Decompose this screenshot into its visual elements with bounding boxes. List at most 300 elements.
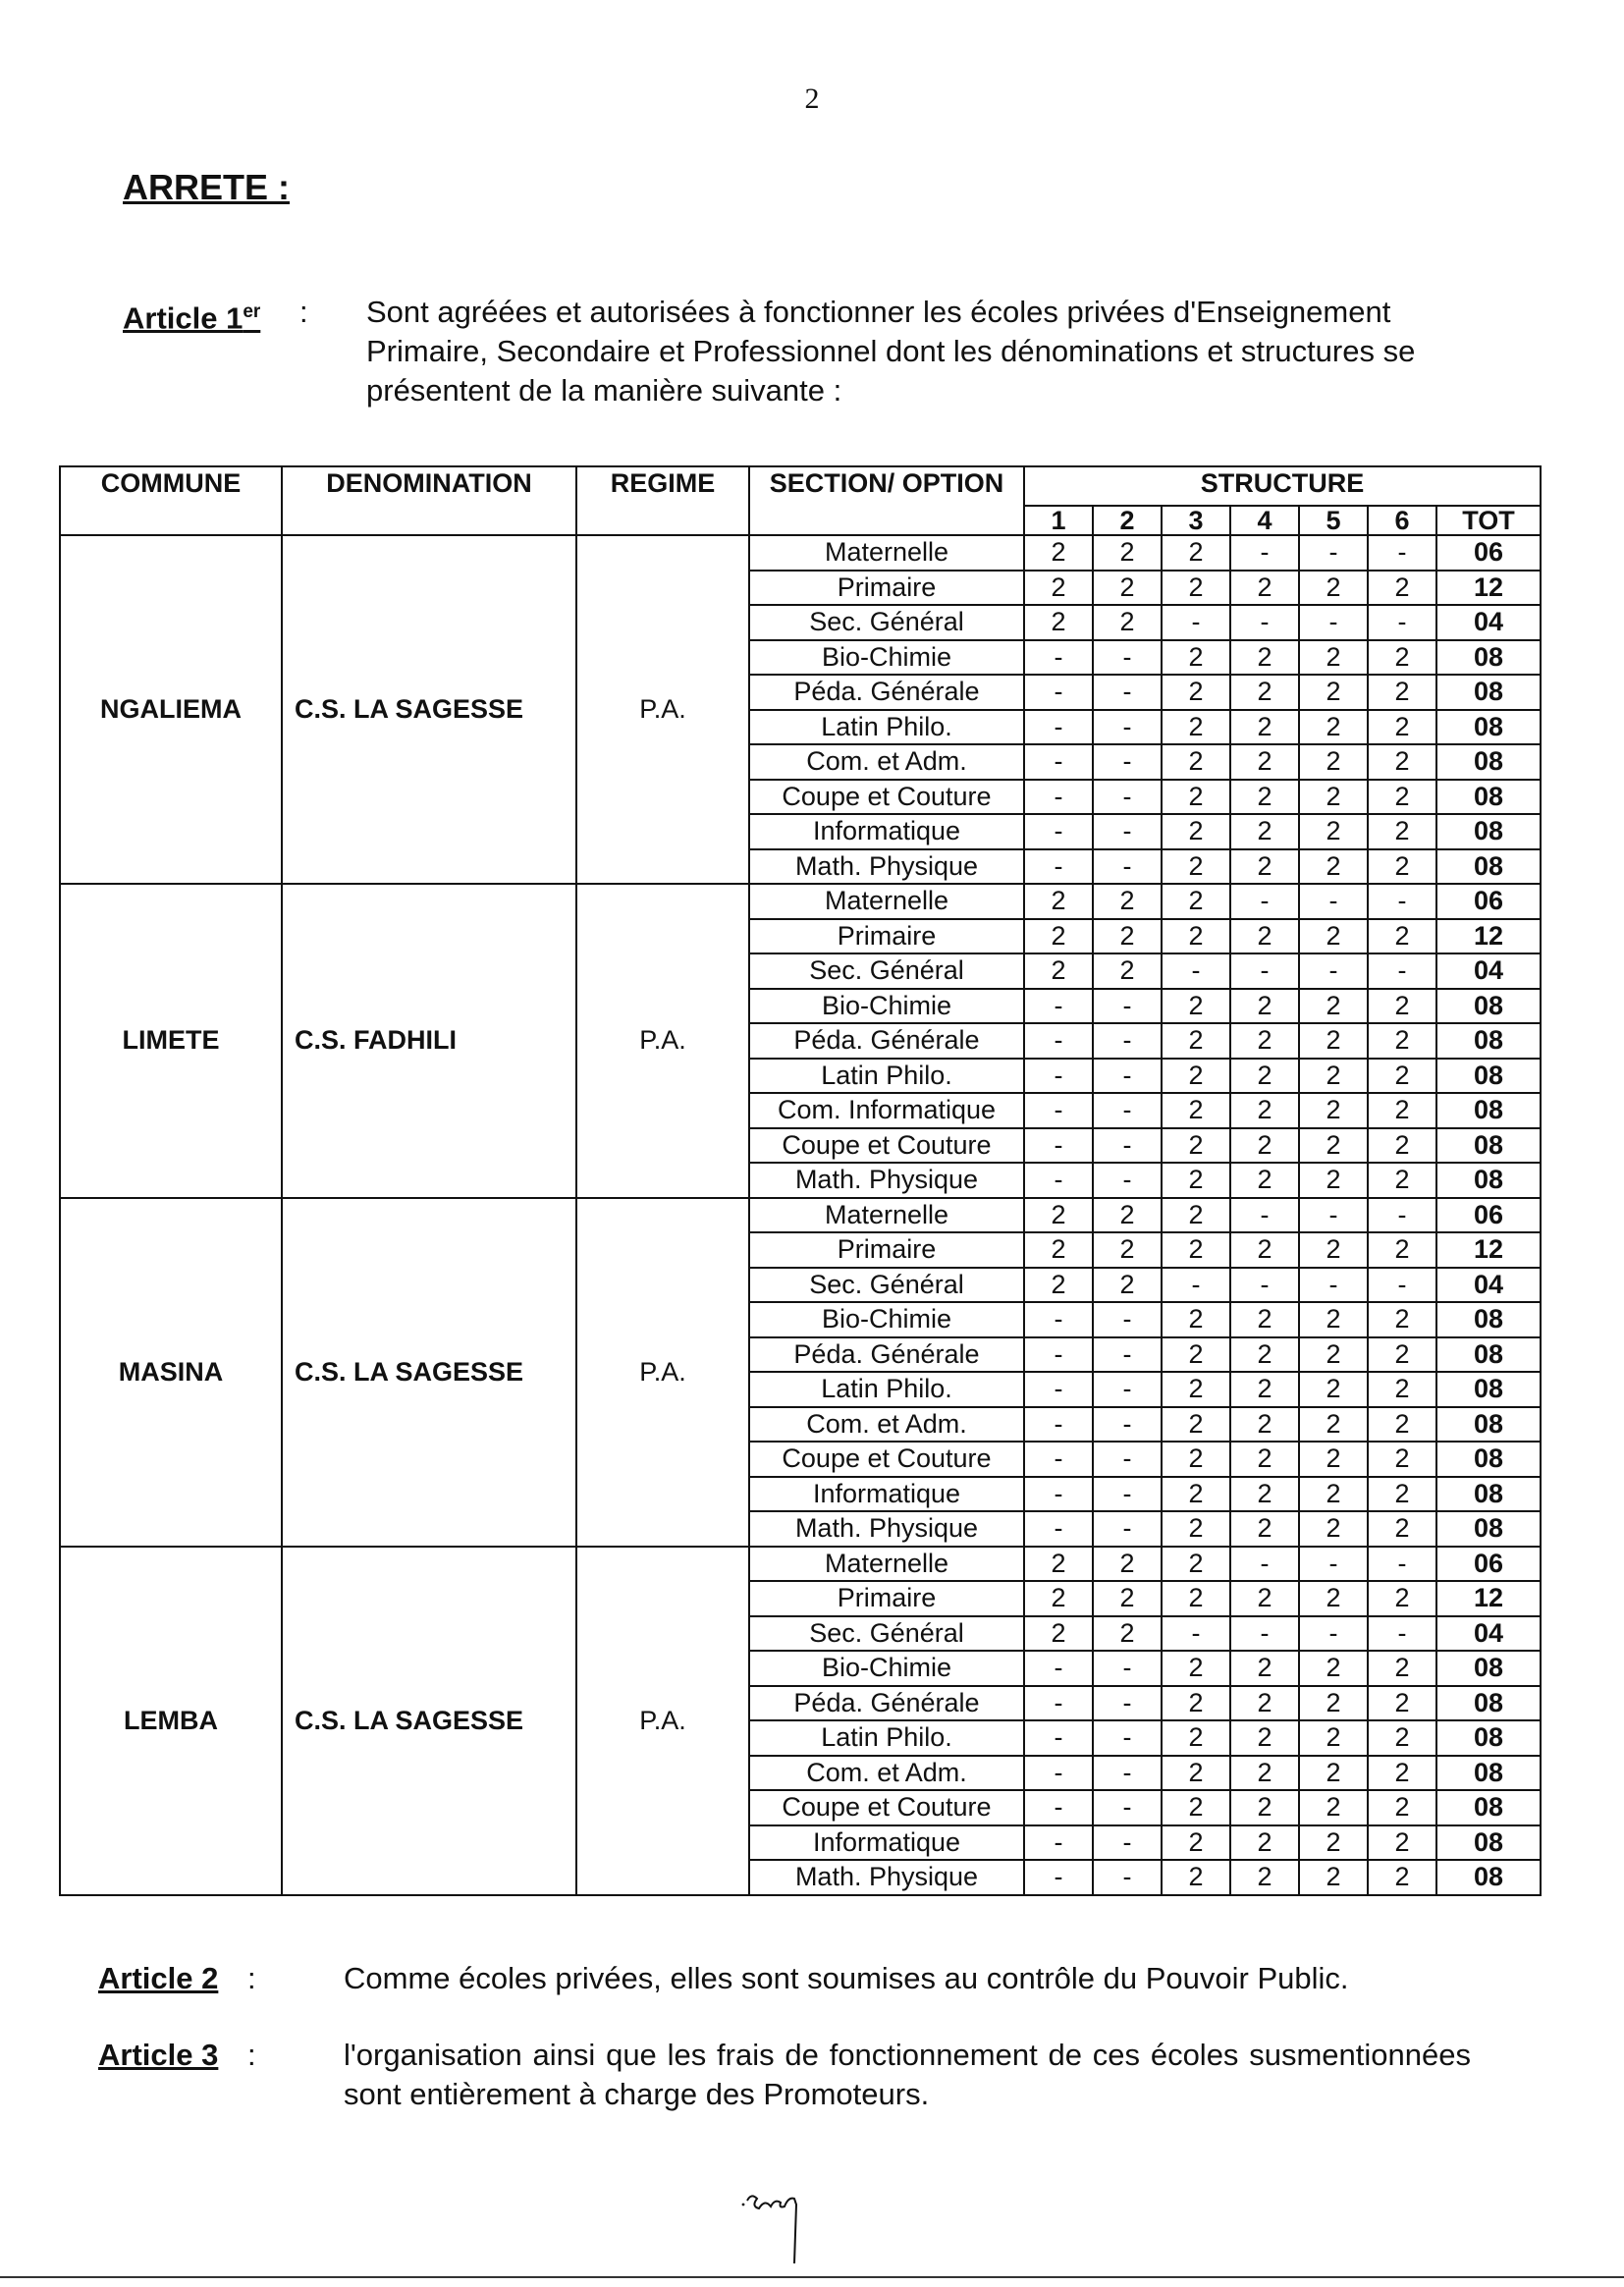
structure-cell-2: 2 [1093,1547,1162,1582]
structure-cell-6: 2 [1368,1372,1436,1407]
structure-cell-2: 2 [1093,953,1162,989]
option-cell: Coupe et Couture [749,1442,1024,1477]
structure-cell-3: 2 [1162,1547,1230,1582]
structure-cell-2: - [1093,1163,1162,1198]
structure-cell-5: 2 [1299,1302,1368,1337]
structure-cell-3: 2 [1162,1059,1230,1094]
structure-cell-4: 2 [1230,1232,1299,1268]
structure-cell-5: - [1299,605,1368,640]
structure-cell-3: 2 [1162,535,1230,571]
structure-cell-1: - [1024,1059,1093,1094]
structure-cell-6: 2 [1368,744,1436,780]
total-cell: 08 [1436,710,1541,745]
structure-cell-3: 2 [1162,1651,1230,1686]
structure-cell-3: 2 [1162,1442,1230,1477]
total-cell: 08 [1436,1790,1541,1825]
structure-cell-4: 2 [1230,1860,1299,1895]
structure-cell-6: 2 [1368,1163,1436,1198]
structure-cell-6: 2 [1368,1023,1436,1059]
regime-cell: P.A. [576,1547,749,1895]
article-1-label-text: Article 1 [123,300,244,336]
structure-cell-5: 2 [1299,1686,1368,1721]
total-cell: 08 [1436,1093,1541,1128]
structure-cell-1: 2 [1024,1198,1093,1233]
structure-cell-1: - [1024,1128,1093,1164]
structure-cell-3: 2 [1162,814,1230,849]
structure-cell-3: 2 [1162,1790,1230,1825]
structure-cell-5: 2 [1299,780,1368,815]
structure-cell-2: 2 [1093,1581,1162,1616]
structure-cell-4: 2 [1230,1651,1299,1686]
structure-cell-6: 2 [1368,1581,1436,1616]
structure-cell-3: 2 [1162,1756,1230,1791]
structure-cell-2: - [1093,1825,1162,1861]
structure-cell-2: - [1093,1651,1162,1686]
option-cell: Math. Physique [749,1511,1024,1547]
structure-cell-4: 2 [1230,1163,1299,1198]
structure-cell-2: - [1093,710,1162,745]
header-col-4: 4 [1230,506,1299,535]
structure-cell-3: - [1162,1616,1230,1652]
structure-cell-4: 2 [1230,1093,1299,1128]
structure-cell-1: - [1024,849,1093,885]
structure-cell-6: 2 [1368,1477,1436,1512]
option-cell: Bio-Chimie [749,640,1024,676]
option-cell: Bio-Chimie [749,1651,1024,1686]
article-2-label: Article 2 [98,1961,219,1995]
commune-cell: LIMETE [60,884,282,1198]
header-col-5: 5 [1299,506,1368,535]
structure-cell-3: 2 [1162,989,1230,1024]
structure-cell-1: - [1024,1372,1093,1407]
total-cell: 08 [1436,1302,1541,1337]
structure-cell-2: 2 [1093,1232,1162,1268]
option-cell: Latin Philo. [749,710,1024,745]
structure-cell-2: - [1093,1686,1162,1721]
total-cell: 08 [1436,989,1541,1024]
total-cell: 06 [1436,1198,1541,1233]
option-cell: Péda. Générale [749,1686,1024,1721]
total-cell: 08 [1436,1059,1541,1094]
structure-cell-4: 2 [1230,675,1299,710]
option-cell: Maternelle [749,884,1024,919]
structure-cell-6: 2 [1368,1337,1436,1373]
structure-cell-4: - [1230,884,1299,919]
structure-cell-6: 2 [1368,919,1436,954]
structure-cell-5: 2 [1299,1511,1368,1547]
total-cell: 04 [1436,1616,1541,1652]
total-cell: 08 [1436,675,1541,710]
structure-cell-4: - [1230,1616,1299,1652]
structure-cell-6: 2 [1368,1651,1436,1686]
option-cell: Péda. Générale [749,1023,1024,1059]
article-2 [98,1959,1492,2008]
structure-cell-1: - [1024,1825,1093,1861]
structure-cell-4: 2 [1230,1407,1299,1443]
structure-cell-4: - [1230,953,1299,989]
total-cell: 06 [1436,535,1541,571]
structure-cell-6: 2 [1368,989,1436,1024]
denomination-cell: C.S. FADHILI [282,884,576,1198]
article-2-colon: : [247,1961,256,1995]
header-section-option: SECTION/ OPTION [749,466,1024,535]
structure-cell-2: - [1093,814,1162,849]
structure-cell-2: 2 [1093,884,1162,919]
option-cell: Sec. Général [749,953,1024,989]
header-commune: COMMUNE [60,466,282,535]
structure-cell-1: - [1024,989,1093,1024]
article-1-text: Sont agréées et autorisées à fonctionner les écoles privées d'Enseignement Primaire, Secondaire et Professionnel dont les dénominations et structures se présentent de la manière suivante : [366,295,1416,408]
structure-cell-2: - [1093,1756,1162,1791]
structure-cell-5: 2 [1299,1337,1368,1373]
structure-cell-5: 2 [1299,1163,1368,1198]
structure-cell-6: 2 [1368,571,1436,606]
structure-cell-3: 2 [1162,1511,1230,1547]
structure-cell-5: 2 [1299,640,1368,676]
structure-cell-6: 2 [1368,1511,1436,1547]
structure-cell-5: 2 [1299,919,1368,954]
structure-cell-1: - [1024,640,1093,676]
option-cell: Math. Physique [749,849,1024,885]
option-cell: Sec. Général [749,605,1024,640]
structure-cell-2: - [1093,744,1162,780]
structure-cell-1: - [1024,1686,1093,1721]
regime-cell: P.A. [576,535,749,884]
option-cell: Com. et Adm. [749,1756,1024,1791]
structure-cell-6: 2 [1368,1232,1436,1268]
option-cell: Com. et Adm. [749,1407,1024,1443]
option-cell: Primaire [749,1581,1024,1616]
total-cell: 08 [1436,1477,1541,1512]
structure-cell-2: - [1093,1337,1162,1373]
option-cell: Coupe et Couture [749,1790,1024,1825]
denomination-cell: C.S. LA SAGESSE [282,535,576,884]
option-cell: Informatique [749,814,1024,849]
structure-cell-4: 2 [1230,919,1299,954]
structure-cell-1: 2 [1024,605,1093,640]
structure-cell-5: 2 [1299,710,1368,745]
structure-cell-3: 2 [1162,1581,1230,1616]
structure-cell-1: 2 [1024,1616,1093,1652]
structure-cell-4: 2 [1230,1442,1299,1477]
option-cell: Péda. Générale [749,1337,1024,1373]
structure-cell-5: - [1299,535,1368,571]
structure-cell-4: 2 [1230,1581,1299,1616]
structure-cell-2: 2 [1093,571,1162,606]
structure-cell-4: 2 [1230,814,1299,849]
structure-cell-6: 2 [1368,1860,1436,1895]
structure-cell-5: 2 [1299,1059,1368,1094]
structure-cell-2: - [1093,1059,1162,1094]
structure-cell-1: 2 [1024,953,1093,989]
structure-cell-1: - [1024,814,1093,849]
structure-cell-1: - [1024,1756,1093,1791]
structure-cell-4: 2 [1230,1511,1299,1547]
structure-cell-2: - [1093,1477,1162,1512]
structure-cell-3: 2 [1162,1860,1230,1895]
structure-cell-5: 2 [1299,1756,1368,1791]
total-cell: 06 [1436,884,1541,919]
structure-cell-5: 2 [1299,1232,1368,1268]
option-cell: Informatique [749,1825,1024,1861]
structure-cell-5: 2 [1299,1128,1368,1164]
structure-cell-6: - [1368,953,1436,989]
structure-cell-2: 2 [1093,1268,1162,1303]
structure-cell-4: 2 [1230,1790,1299,1825]
structure-cell-2: - [1093,849,1162,885]
structure-cell-1: - [1024,1511,1093,1547]
total-cell: 08 [1436,814,1541,849]
structure-cell-6: - [1368,1616,1436,1652]
structure-cell-2: - [1093,1511,1162,1547]
structure-cell-4: 2 [1230,1372,1299,1407]
structure-cell-1: - [1024,1163,1093,1198]
total-cell: 12 [1436,1232,1541,1268]
structure-cell-2: - [1093,989,1162,1024]
total-cell: 06 [1436,1547,1541,1582]
option-cell: Maternelle [749,535,1024,571]
structure-cell-6: - [1368,1547,1436,1582]
total-cell: 08 [1436,1163,1541,1198]
structure-cell-1: 2 [1024,571,1093,606]
structure-cell-4: 2 [1230,744,1299,780]
structure-cell-3: 2 [1162,710,1230,745]
header-structure: STRUCTURE [1024,466,1541,506]
structure-cell-6: 2 [1368,849,1436,885]
option-cell: Coupe et Couture [749,1128,1024,1164]
structure-cell-1: - [1024,1477,1093,1512]
structure-cell-2: - [1093,780,1162,815]
structure-cell-3: 2 [1162,1372,1230,1407]
total-cell: 08 [1436,744,1541,780]
structure-cell-6: 2 [1368,1790,1436,1825]
structure-cell-6: 2 [1368,710,1436,745]
structure-cell-4: 2 [1230,1686,1299,1721]
option-cell: Primaire [749,571,1024,606]
header-col-2: 2 [1093,506,1162,535]
structure-cell-5: 2 [1299,1790,1368,1825]
option-cell: Maternelle [749,1547,1024,1582]
structure-cell-6: 2 [1368,1756,1436,1791]
article-1-label-sup: er [243,301,261,322]
total-cell: 08 [1436,1686,1541,1721]
article-2-text: Comme écoles privées, elles sont soumises au contrôle du Pouvoir Public. [344,1961,1349,1995]
structure-cell-2: - [1093,1720,1162,1756]
total-cell: 08 [1436,1023,1541,1059]
option-cell: Péda. Générale [749,675,1024,710]
article-3-label: Article 3 [98,2038,219,2072]
structure-cell-5: 2 [1299,1093,1368,1128]
structure-cell-1: - [1024,780,1093,815]
structure-cell-2: 2 [1093,919,1162,954]
header-col-3: 3 [1162,506,1230,535]
structure-cell-2: - [1093,675,1162,710]
regime-cell: P.A. [576,1198,749,1547]
structure-cell-3: 2 [1162,1163,1230,1198]
structure-cell-1: - [1024,1860,1093,1895]
structure-cell-4: 2 [1230,1302,1299,1337]
structure-cell-4: 2 [1230,780,1299,815]
table-row [60,884,1541,919]
structure-cell-6: 2 [1368,675,1436,710]
commune-cell: LEMBA [60,1547,282,1895]
option-cell: Coupe et Couture [749,780,1024,815]
structure-cell-1: 2 [1024,1547,1093,1582]
structure-cell-5: 2 [1299,744,1368,780]
total-cell: 12 [1436,1581,1541,1616]
structure-cell-1: 2 [1024,1232,1093,1268]
structure-cell-3: 2 [1162,1825,1230,1861]
total-cell: 08 [1436,640,1541,676]
commune-cell: NGALIEMA [60,535,282,884]
structure-cell-1: - [1024,1442,1093,1477]
total-cell: 08 [1436,780,1541,815]
structure-cell-4: - [1230,1268,1299,1303]
structure-cell-2: - [1093,1023,1162,1059]
option-cell: Latin Philo. [749,1372,1024,1407]
structure-cell-5: 2 [1299,989,1368,1024]
structure-cell-4: 2 [1230,1720,1299,1756]
article-1-label [123,293,260,338]
decree-heading: ARRETE : [123,167,290,207]
structure-cell-4: 2 [1230,1477,1299,1512]
structure-cell-1: - [1024,744,1093,780]
structure-cell-2: - [1093,1790,1162,1825]
option-cell: Informatique [749,1477,1024,1512]
structure-cell-1: - [1024,1337,1093,1373]
structure-cell-6: 2 [1368,1407,1436,1443]
option-cell: Maternelle [749,1198,1024,1233]
structure-cell-1: - [1024,1720,1093,1756]
option-cell: Com. Informatique [749,1093,1024,1128]
structure-cell-4: - [1230,1198,1299,1233]
structure-cell-3: 2 [1162,1093,1230,1128]
option-cell: Com. et Adm. [749,744,1024,780]
structure-cell-1: - [1024,1023,1093,1059]
header-col-tot: TOT [1436,506,1541,535]
structure-cell-6: 2 [1368,640,1436,676]
option-cell: Sec. Général [749,1616,1024,1652]
article-3-colon: : [247,2038,256,2072]
structure-cell-5: 2 [1299,849,1368,885]
structure-cell-5: - [1299,953,1368,989]
structure-cell-2: - [1093,1860,1162,1895]
structure-cell-5: 2 [1299,1407,1368,1443]
bottom-rule [0,2276,1624,2278]
structure-cell-4: - [1230,605,1299,640]
commune-cell: MASINA [60,1198,282,1547]
total-cell: 04 [1436,953,1541,989]
structure-cell-6: 2 [1368,1059,1436,1094]
structure-cell-6: 2 [1368,780,1436,815]
structure-cell-5: 2 [1299,675,1368,710]
structure-cell-2: 2 [1093,1198,1162,1233]
structure-cell-6: 2 [1368,1128,1436,1164]
structure-cell-4: 2 [1230,571,1299,606]
structure-cell-3: - [1162,605,1230,640]
structure-cell-6: 2 [1368,1442,1436,1477]
structure-cell-4: 2 [1230,1023,1299,1059]
option-cell: Primaire [749,1232,1024,1268]
option-cell: Bio-Chimie [749,989,1024,1024]
header-denomination: DENOMINATION [282,466,576,535]
structure-cell-6: - [1368,884,1436,919]
structure-cell-3: 2 [1162,1232,1230,1268]
regime-cell: P.A. [576,884,749,1198]
structure-table [59,465,1542,1896]
structure-cell-3: 2 [1162,1477,1230,1512]
structure-cell-6: 2 [1368,1302,1436,1337]
structure-cell-2: - [1093,1407,1162,1443]
structure-cell-3: - [1162,1268,1230,1303]
structure-cell-6: 2 [1368,814,1436,849]
structure-cell-3: 2 [1162,1302,1230,1337]
structure-cell-2: - [1093,640,1162,676]
structure-cell-1: 2 [1024,535,1093,571]
structure-cell-4: 2 [1230,710,1299,745]
structure-cell-3: 2 [1162,884,1230,919]
structure-cell-2: 2 [1093,535,1162,571]
article-1 [123,293,1517,420]
structure-cell-3: 2 [1162,919,1230,954]
structure-cell-1: - [1024,1302,1093,1337]
structure-cell-5: 2 [1299,1023,1368,1059]
structure-cell-2: - [1093,1442,1162,1477]
option-cell: Bio-Chimie [749,1302,1024,1337]
structure-cell-2: - [1093,1372,1162,1407]
structure-cell-5: 2 [1299,1825,1368,1861]
structure-cell-4: 2 [1230,1756,1299,1791]
total-cell: 04 [1436,605,1541,640]
structure-cell-3: 2 [1162,1407,1230,1443]
structure-cell-5: 2 [1299,1720,1368,1756]
structure-cell-4: 2 [1230,1825,1299,1861]
structure-cell-2: 2 [1093,1616,1162,1652]
option-cell: Primaire [749,919,1024,954]
total-cell: 08 [1436,1442,1541,1477]
structure-cell-3: 2 [1162,571,1230,606]
option-cell: Sec. Général [749,1268,1024,1303]
structure-cell-6: 2 [1368,1093,1436,1128]
structure-cell-1: 2 [1024,1581,1093,1616]
total-cell: 12 [1436,571,1541,606]
structure-cell-2: 2 [1093,605,1162,640]
total-cell: 08 [1436,1407,1541,1443]
structure-cell-3: 2 [1162,744,1230,780]
signature-initials [741,2175,820,2273]
structure-cell-1: - [1024,1790,1093,1825]
structure-cell-5: - [1299,1616,1368,1652]
structure-cell-5: 2 [1299,1372,1368,1407]
structure-cell-4: 2 [1230,1059,1299,1094]
structure-cell-6: - [1368,1198,1436,1233]
total-cell: 08 [1436,1720,1541,1756]
structure-cell-1: - [1024,1651,1093,1686]
table-row [60,1198,1541,1233]
page-number: 2 [804,82,820,115]
structure-cell-1: - [1024,1093,1093,1128]
structure-cell-6: 2 [1368,1686,1436,1721]
total-cell: 08 [1436,1860,1541,1895]
structure-cell-3: - [1162,953,1230,989]
structure-cell-6: 2 [1368,1720,1436,1756]
structure-cell-3: 2 [1162,780,1230,815]
header-regime: REGIME [576,466,749,535]
structure-cell-3: 2 [1162,1198,1230,1233]
structure-cell-3: 2 [1162,675,1230,710]
structure-cell-4: 2 [1230,1337,1299,1373]
option-cell: Math. Physique [749,1860,1024,1895]
